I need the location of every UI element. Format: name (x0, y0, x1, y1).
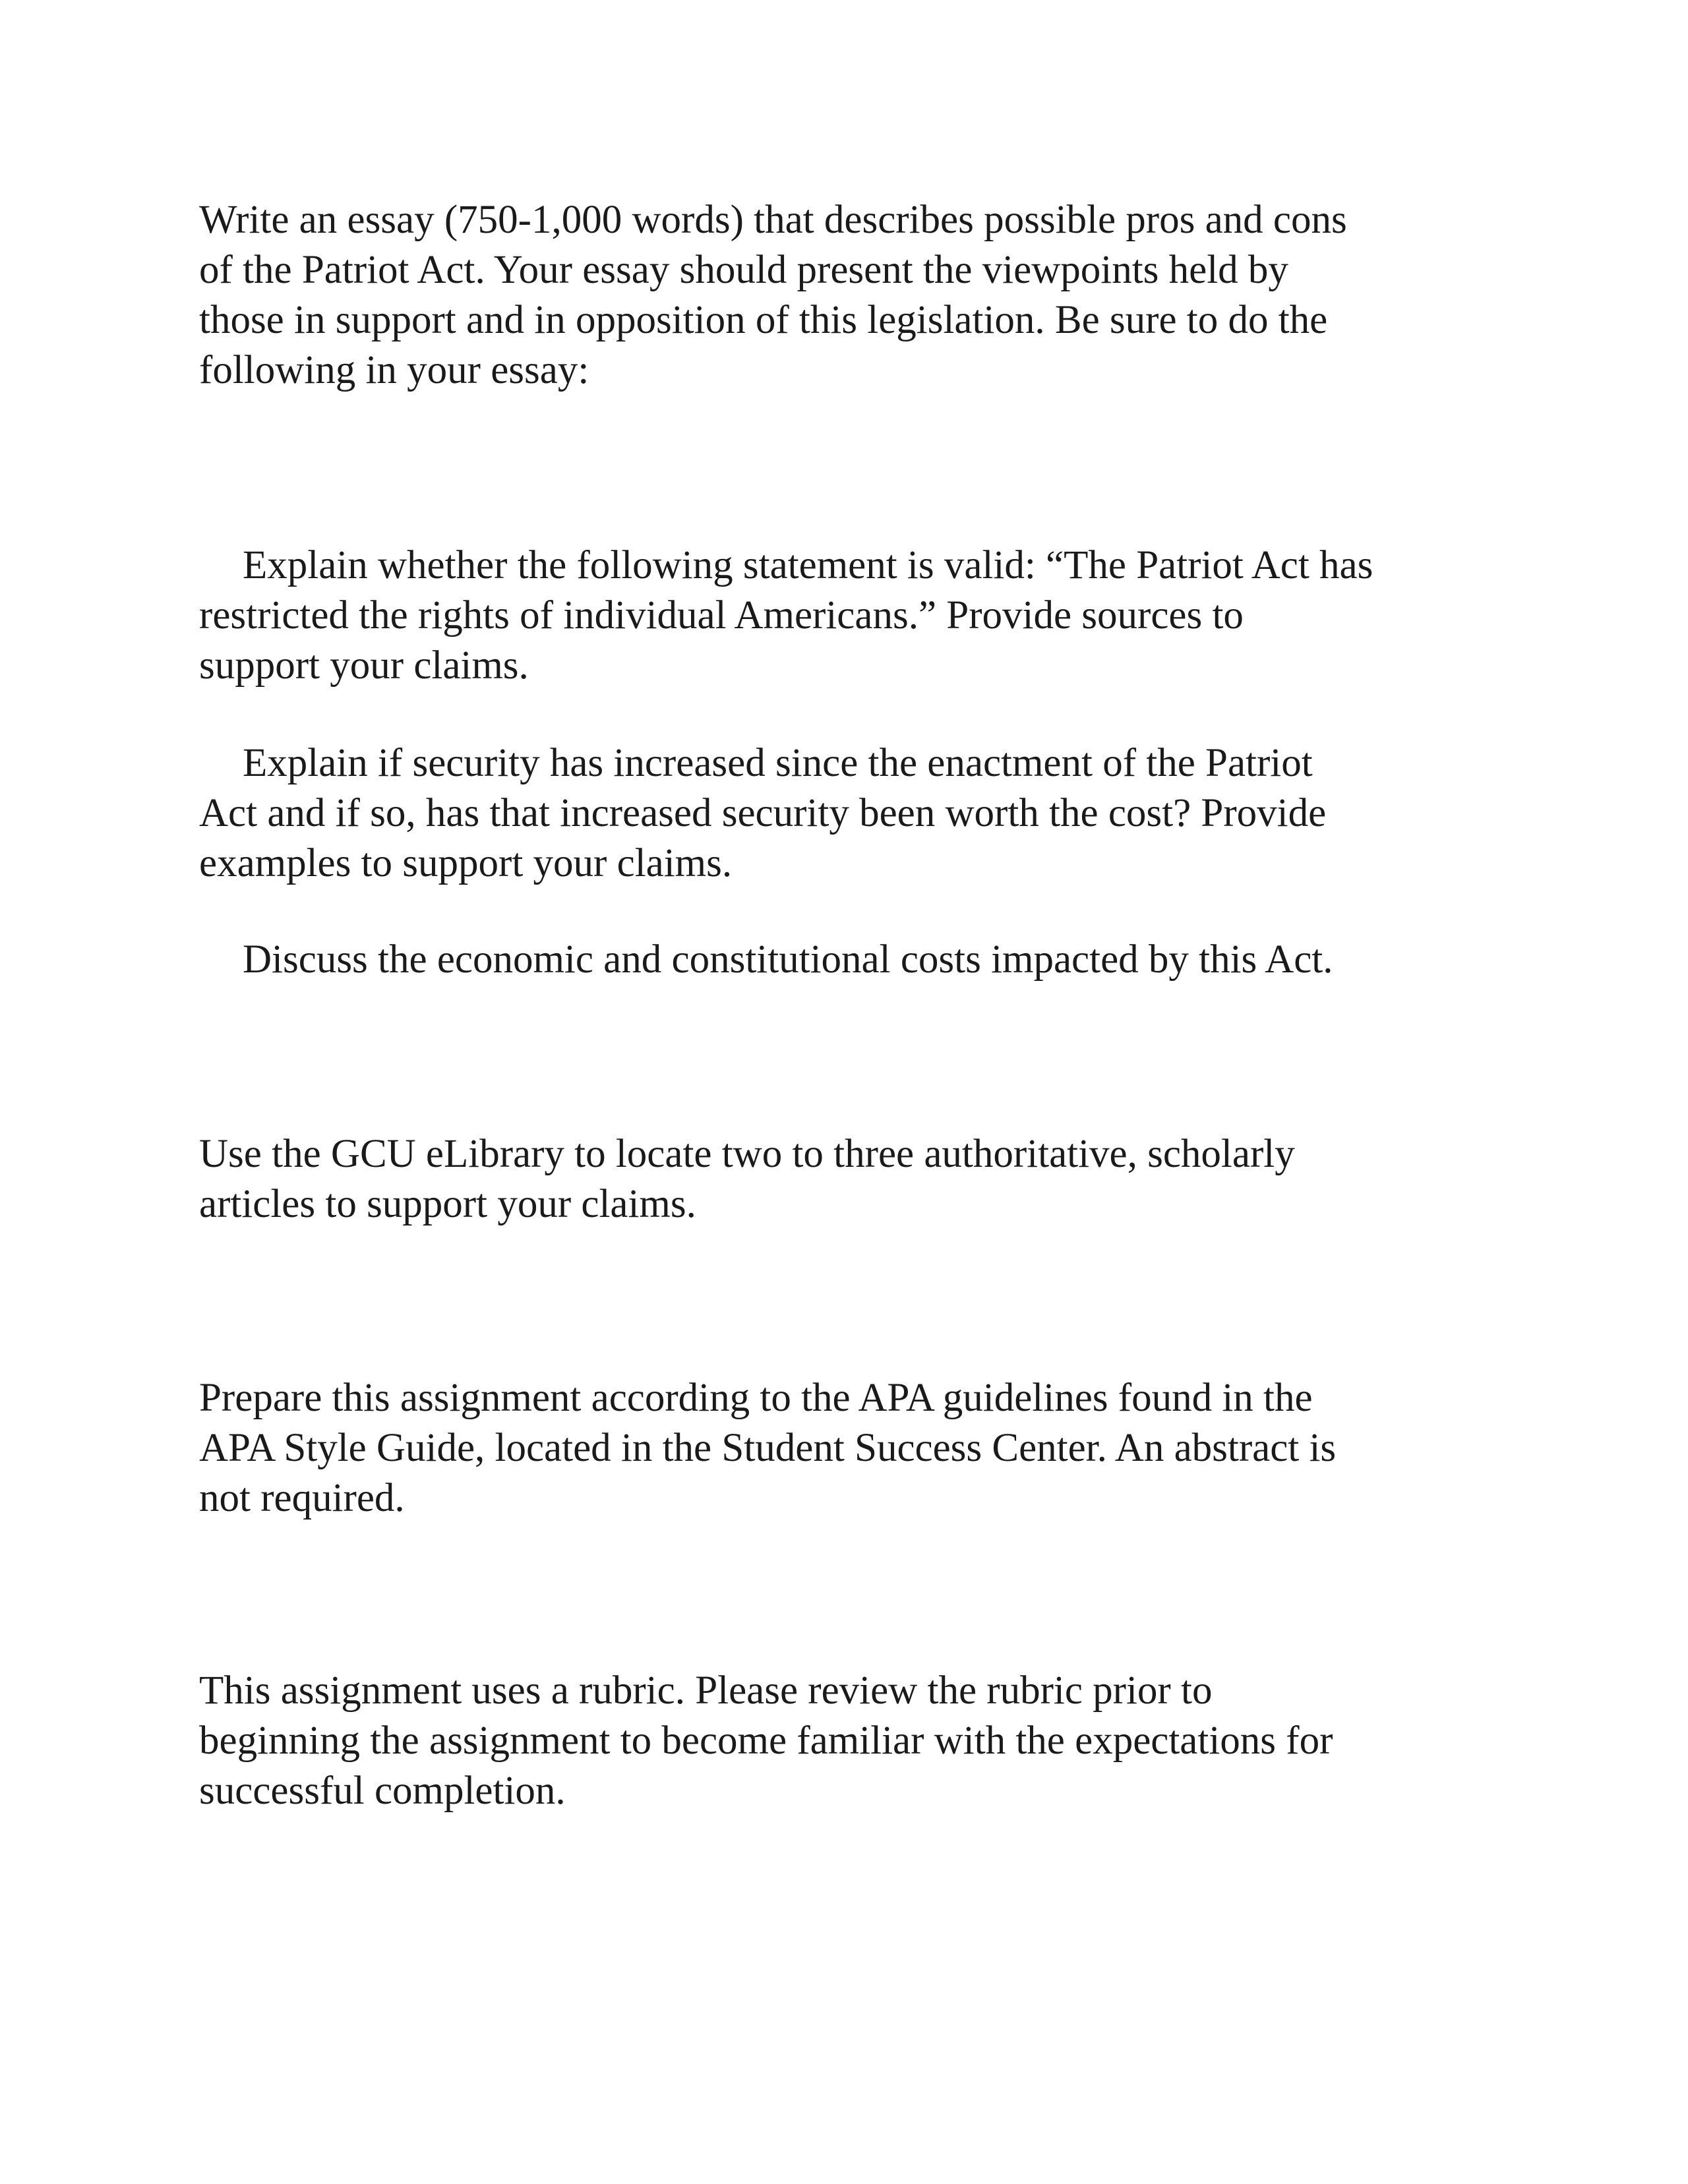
apa-guidelines-paragraph: Prepare this assignment according to the APA guidelines found in the APA Style Guide, located in the Student Success Center. An abstract is not required. (199, 1376, 1337, 1520)
requirement-security-paragraph: Explain if security has increased since the enactment of the Patriot Act and if so, has that increased security been worth the cost? Provide examples to support your claims. (199, 741, 1327, 885)
intro-paragraph: Write an essay (750-1,000 words) that describes possible pros and cons of the Patriot Act. Your essay should present the viewpoints held by those in support and in opposition of this legislation. Be sure to do the following in your essay: (199, 198, 1347, 392)
elibrary-paragraph: Use the GCU eLibrary to locate two to three authoritative, scholarly articles to support your claims. (199, 1132, 1295, 1226)
requirement-costs-paragraph: Discuss the economic and constitutional costs impacted by this Act. (243, 937, 1333, 982)
requirement-rights-paragraph: Explain whether the following statement is valid: “The Patriot Act has restricted the rights of individual Americans.” Provide sources to support your claims. (199, 543, 1373, 688)
rubric-paragraph: This assignment uses a rubric. Please review the rubric prior to beginning the assignment to become familiar with the expectations for successful completion. (199, 1668, 1333, 1813)
